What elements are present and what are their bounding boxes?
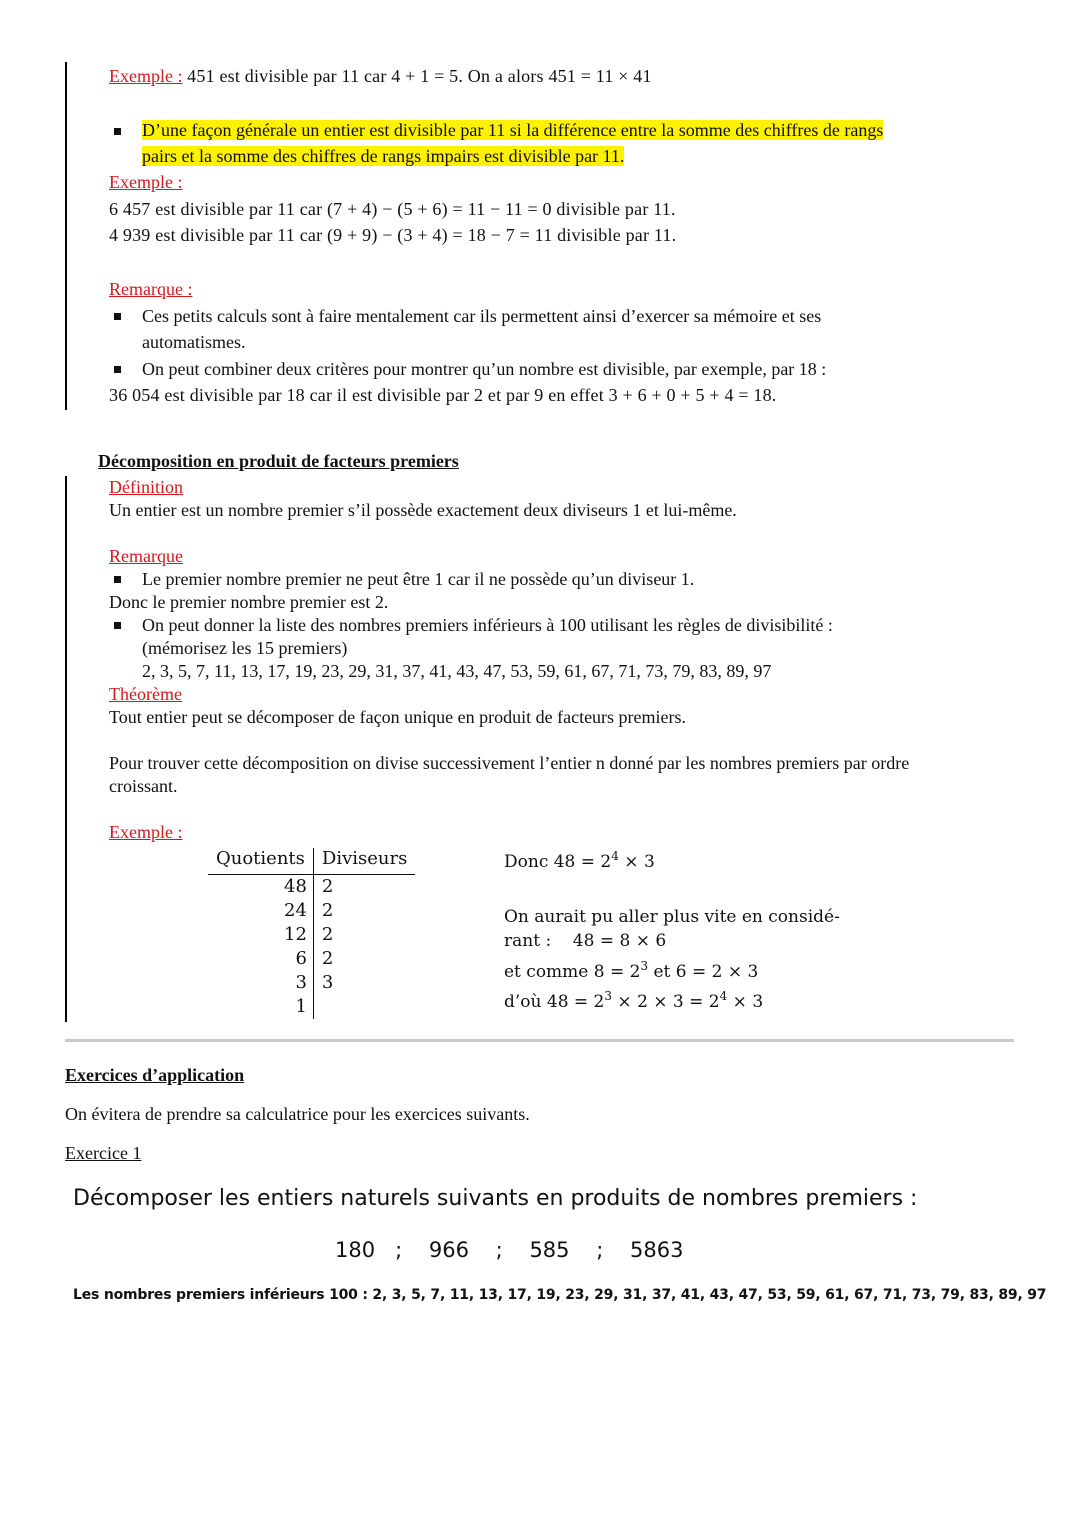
bullet-icon [114, 128, 121, 135]
exponent: 3 [604, 989, 613, 1003]
highlighted-text: pairs et la somme des chiffres de rangs impairs est divisible par 11. [142, 146, 625, 166]
table-row [208, 971, 415, 995]
theorem-label: Théorème [109, 684, 182, 704]
example-label-2: Exemple : [109, 172, 183, 192]
text: × 2 × 3 = 2 [612, 992, 720, 1012]
result-alt-line1: On aurait pu aller plus vite en considé- [504, 907, 840, 927]
section-title-decomposition: Décomposition en produit de facteurs premiers [98, 451, 459, 471]
quotient-cell: 1 [208, 995, 313, 1019]
remark-item-2-line2: 36 054 est divisible par 18 car il est divisible par 2 et par 9 en effet 3 + 6 + 0 + 5 + 4 = 18. [109, 385, 777, 405]
bullet-icon [114, 622, 121, 629]
table-row [208, 995, 415, 1019]
exercise-1-label: Exercice 1 [65, 1143, 142, 1163]
table-row [208, 899, 415, 923]
example-6457: 6 457 est divisible par 11 car (7 + 4) − (5 + 6) = 11 − 11 = 0 divisible par 11. [109, 199, 676, 219]
table-row [208, 923, 415, 947]
text: d’où 48 = 2 [504, 992, 605, 1012]
definition-label: Définition [109, 477, 183, 497]
general-rule-line2 [142, 146, 624, 167]
result-comme [504, 959, 759, 982]
remark-prime-1-cont: Donc le premier nombre premier est 2. [109, 592, 389, 612]
remark-label-2: Remarque [109, 546, 183, 566]
result-alt-line2: rant : 48 = 8 × 6 [504, 931, 667, 951]
divisor-cell: 2 [321, 900, 334, 921]
primes-note: Les nombres premiers inférieurs 100 : 2, 3, 5, 7, 11, 13, 17, 19, 23, 29, 31, 37, 41, 43, 47, 53, 59, 61, 67, 71, 73, 79, 83, 89, 97 [73, 1287, 1047, 1303]
exercises-title: Exercices d’application [65, 1065, 245, 1085]
example-label-3: Exemple : [109, 822, 183, 842]
factor-table [208, 848, 415, 1019]
left-margin-bar-bottom [65, 476, 67, 1022]
divisor-cell [313, 995, 415, 1019]
exercises-intro: On évitera de prendre sa calculatrice pour les exercices suivants. [65, 1104, 530, 1124]
text: Donc 48 = 2 [504, 852, 612, 872]
prime-list: 2, 3, 5, 7, 11, 13, 17, 19, 23, 29, 31, 37, 41, 43, 47, 53, 59, 61, 67, 71, 73, 79, 83, 89, 97 [142, 661, 772, 681]
left-margin-bar-top [65, 62, 67, 410]
divisor-cell: 2 [321, 876, 334, 897]
example-text: 451 est divisible par 11 car 4 + 1 = 5. On a alors 451 = 11 × 41 [182, 66, 652, 86]
factor-table-wrapper [208, 848, 415, 1019]
example-4939: 4 939 est divisible par 11 car (9 + 9) − (3 + 4) = 18 − 7 = 11 divisible par 11. [109, 225, 677, 245]
exercise-1-statement: Décomposer les entiers naturels suivants en produits de nombres premiers : [73, 1186, 918, 1211]
bullet-icon [114, 366, 121, 373]
header-divisors: Diviseurs [313, 848, 415, 875]
quotient-cell: 24 [208, 899, 313, 923]
exponent: 3 [640, 959, 649, 973]
definition-text: Un entier est un nombre premier s’il possède exactement deux diviseurs 1 et lui-même. [109, 500, 737, 520]
method-line1: Pour trouver cette décomposition on divise successivement l’entier n donné par les nombres premiers par ordre [109, 753, 910, 773]
general-rule-line1 [142, 120, 883, 141]
remark-prime-1: Le premier nombre premier ne peut être 1 car il ne possède qu’un diviseur 1. [142, 569, 695, 589]
quotient-cell: 48 [208, 875, 313, 900]
divisor-cell: 3 [321, 972, 334, 993]
quotient-cell: 3 [208, 971, 313, 995]
remark-label: Remarque : [109, 279, 193, 299]
quotient-cell: 6 [208, 947, 313, 971]
section-divider [65, 1039, 1014, 1042]
header-quotients: Quotients [208, 848, 313, 875]
exponent: 4 [611, 849, 619, 863]
table-row [208, 875, 415, 900]
result-donc [504, 849, 655, 872]
text: et comme 8 = 2 [504, 962, 641, 982]
remark-prime-2-line1: On peut donner la liste des nombres premiers inférieurs à 100 utilisant les règles de divisibilité : [142, 615, 833, 635]
bullet-icon [114, 313, 121, 320]
example-451 [109, 66, 652, 87]
bullet-icon [114, 576, 121, 583]
result-dou [504, 989, 764, 1012]
text: et 6 = 2 × 3 [648, 962, 759, 982]
exponent: 4 [719, 989, 728, 1003]
example-label: Exemple : [109, 66, 183, 86]
table-row [208, 947, 415, 971]
remark-item-1-line1: Ces petits calculs sont à faire mentalement car ils permettent ainsi d’exercer sa mémoire et ses [142, 306, 822, 326]
remark-item-1-line2: automatismes. [142, 332, 246, 352]
quotient-cell: 12 [208, 923, 313, 947]
exercise-1-numbers: 180 ; 966 ; 585 ; 5863 [335, 1238, 684, 1262]
highlighted-text: D’une façon générale un entier est divisible par 11 si la différence entre la somme des chiffres de rangs [142, 120, 884, 140]
text: × 3 [727, 992, 764, 1012]
remark-prime-2-line2: (mémorisez les 15 premiers) [142, 638, 348, 658]
remark-item-2-line1: On peut combiner deux critères pour montrer qu’un nombre est divisible, par exemple, par 18 : [142, 359, 827, 379]
method-line2: croissant. [109, 776, 178, 796]
theorem-text: Tout entier peut se décomposer de façon unique en produit de facteurs premiers. [109, 707, 687, 727]
divisor-cell: 2 [321, 948, 334, 969]
divisor-cell: 2 [321, 924, 334, 945]
text: × 3 [618, 852, 655, 872]
